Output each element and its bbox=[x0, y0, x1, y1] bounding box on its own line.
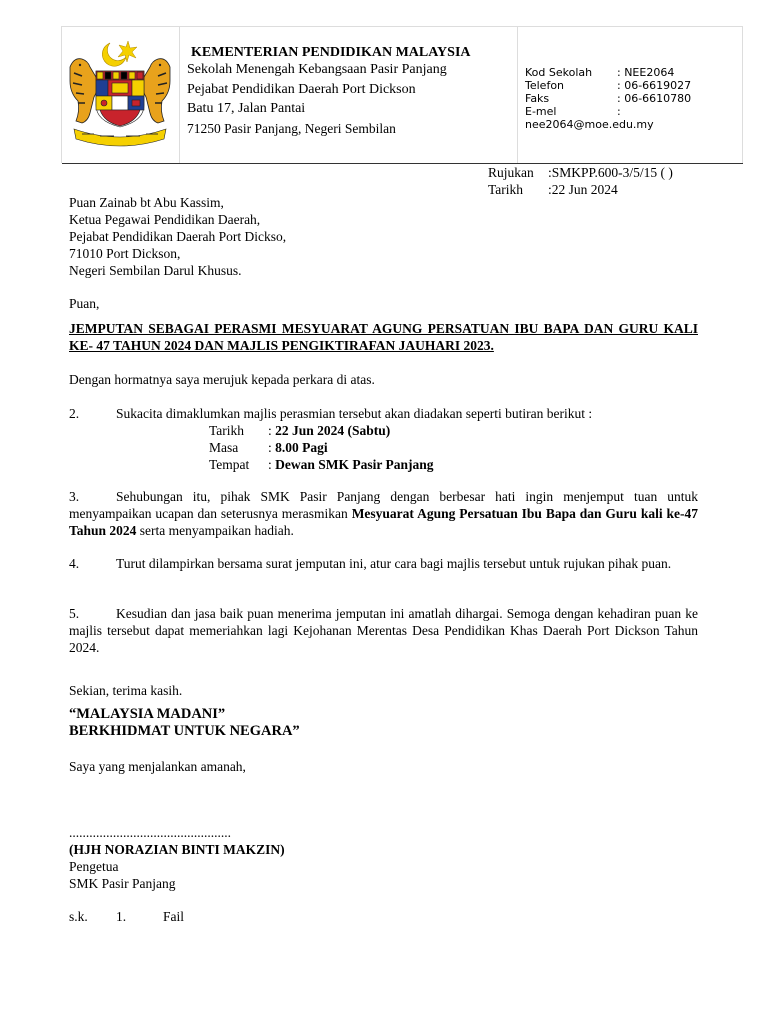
paragraph-number: 4. bbox=[69, 556, 80, 571]
event-name: Mesyuarat Agung Persatuan Ibu Bapa dan Guru kali ke-47 Tahun 2024 bbox=[69, 506, 698, 538]
rujukan-value: :SMKPP.600-3/5/15 ( ) bbox=[548, 165, 673, 180]
recipient-line: Puan Zainab bt Abu Kassim, bbox=[69, 195, 224, 210]
letterhead bbox=[61, 26, 743, 163]
rujukan-label: Rujukan bbox=[488, 165, 534, 180]
organization-block bbox=[187, 44, 512, 137]
detail-value: Dewan SMK Pasir Panjang bbox=[275, 457, 434, 472]
detail-sep: : bbox=[268, 457, 276, 472]
signatory-title: Pengetua bbox=[69, 859, 119, 874]
signature-block bbox=[69, 824, 285, 892]
letterhead-divider bbox=[517, 27, 518, 163]
contact-row bbox=[525, 105, 735, 118]
contact-value: : bbox=[617, 105, 621, 118]
detail-label: Tempat bbox=[209, 457, 250, 472]
copy-list bbox=[69, 908, 184, 925]
signatory-name: (HJH NORAZIAN BINTI MAKZIN) bbox=[69, 842, 285, 857]
letterhead-divider bbox=[179, 27, 180, 163]
contact-label: Faks bbox=[525, 92, 550, 105]
tarikh-value: :22 Jun 2024 bbox=[548, 182, 618, 197]
detail-row bbox=[209, 439, 698, 456]
ministry-name: KEMENTERIAN PENDIDIKAN MALAYSIA bbox=[191, 45, 471, 60]
contact-row bbox=[525, 92, 735, 105]
detail-row bbox=[209, 456, 698, 473]
paragraph-number: 3. bbox=[69, 489, 80, 504]
slogan-block bbox=[69, 706, 300, 740]
paragraph-text: Sehubungan itu, pihak SMK Pasir Panjang dengan berbesar hati ingin menjemput tuan untuk menyampaikan ucapan dan seterusnya merasmikan bbox=[69, 489, 698, 521]
paragraph-number: 2. bbox=[69, 406, 80, 421]
detail-label: Tarikh bbox=[209, 423, 245, 438]
paragraph-5 bbox=[69, 605, 698, 656]
detail-sep: : bbox=[268, 440, 276, 455]
paragraph-3 bbox=[69, 488, 698, 539]
contact-value: : NEE2064 bbox=[617, 66, 675, 79]
signature-line: ................................................ bbox=[69, 825, 231, 840]
paragraph-2 bbox=[69, 405, 698, 473]
sk-label: s.k. bbox=[69, 909, 88, 924]
contact-label: Kod Sekolah bbox=[525, 66, 593, 79]
paragraph-4 bbox=[69, 555, 698, 572]
recipient-line: Pejabat Pendidikan Daerah Port Dickso, bbox=[69, 229, 287, 244]
school-name: Sekolah Menengah Kebangsaan Pasir Panjang bbox=[187, 62, 447, 77]
address-street: Batu 17, Jalan Pantai bbox=[187, 101, 306, 116]
email-link[interactable]: nee2064@moe.edu.my bbox=[525, 118, 654, 131]
contact-row bbox=[525, 66, 735, 79]
recipient-line: 71010 Port Dickson, bbox=[69, 246, 181, 261]
slogan-line: BERKHIDMAT UNTUK NEGARA” bbox=[69, 723, 300, 739]
trust-text: Saya yang menjalankan amanah, bbox=[69, 759, 246, 774]
detail-label: Masa bbox=[209, 440, 239, 455]
detail-value: 8.00 Pagi bbox=[275, 440, 328, 455]
address-postcode: 71250 Pasir Panjang, Negeri Sembilan bbox=[187, 120, 396, 136]
salutation: Puan, bbox=[69, 296, 100, 311]
signatory-school: SMK Pasir Panjang bbox=[69, 876, 176, 891]
district-office: Pejabat Pendidikan Daerah Port Dickson bbox=[187, 81, 416, 97]
closing-text: Sekian, terima kasih. bbox=[69, 683, 183, 698]
paragraph-text: Sukacita dimaklumkan majlis perasmian tersebut akan diadakan seperti butiran berikut : bbox=[116, 406, 593, 421]
slogan-line: “MALAYSIA MADANI” bbox=[69, 706, 226, 722]
reference-block bbox=[488, 164, 673, 198]
detail-value: 22 Jun 2024 (Sabtu) bbox=[275, 423, 391, 438]
recipient-address bbox=[69, 194, 286, 279]
recipient-line: Ketua Pegawai Pendidikan Daerah, bbox=[69, 212, 261, 227]
paragraph-text: Kesudian dan jasa baik puan menerima jemputan ini amatlah dihargai. Semoga dengan kehadiran puan ke majlis tersebut dapat memeriahkan lagi Kejohanan Merentas Desa Pendidikan Khas Daerah Port Dickson Tahun 2024. bbox=[69, 606, 698, 655]
paragraph-text: Turut dilampirkan bersama surat jemputan ini, atur cara bagi majlis tersebut untuk rujukan pihak puan. bbox=[116, 556, 672, 571]
contact-label: Telefon bbox=[525, 79, 565, 92]
contact-value: : 06-6610780 bbox=[617, 92, 692, 105]
recipient-line: Negeri Sembilan Darul Khusus. bbox=[69, 263, 242, 278]
sk-number: 1. bbox=[116, 909, 127, 924]
contact-label: E-mel bbox=[525, 105, 557, 118]
contact-value: : 06-6619027 bbox=[617, 79, 692, 92]
sk-item: Fail bbox=[163, 909, 185, 924]
contact-block bbox=[525, 66, 735, 131]
subject-heading: JEMPUTAN SEBAGAI PERASMI MESYUARAT AGUNG PERSATUAN IBU BAPA DAN GURU KALI KE- 47 TAHUN 2024 DAN MAJLIS PENGIKTIRAFAN JAUHARI 2023. bbox=[69, 321, 698, 353]
contact-row bbox=[525, 79, 735, 92]
detail-sep: : bbox=[268, 423, 276, 438]
paragraph-number: 5. bbox=[69, 606, 80, 621]
malaysia-coat-of-arms-icon bbox=[66, 37, 174, 149]
tarikh-label: Tarikh bbox=[488, 182, 524, 197]
paragraph-1: Dengan hormatnya saya merujuk kepada perkara di atas. bbox=[69, 372, 375, 387]
paragraph-text-end: serta menyampaikan hadiah. bbox=[136, 523, 294, 538]
detail-row bbox=[209, 422, 698, 439]
